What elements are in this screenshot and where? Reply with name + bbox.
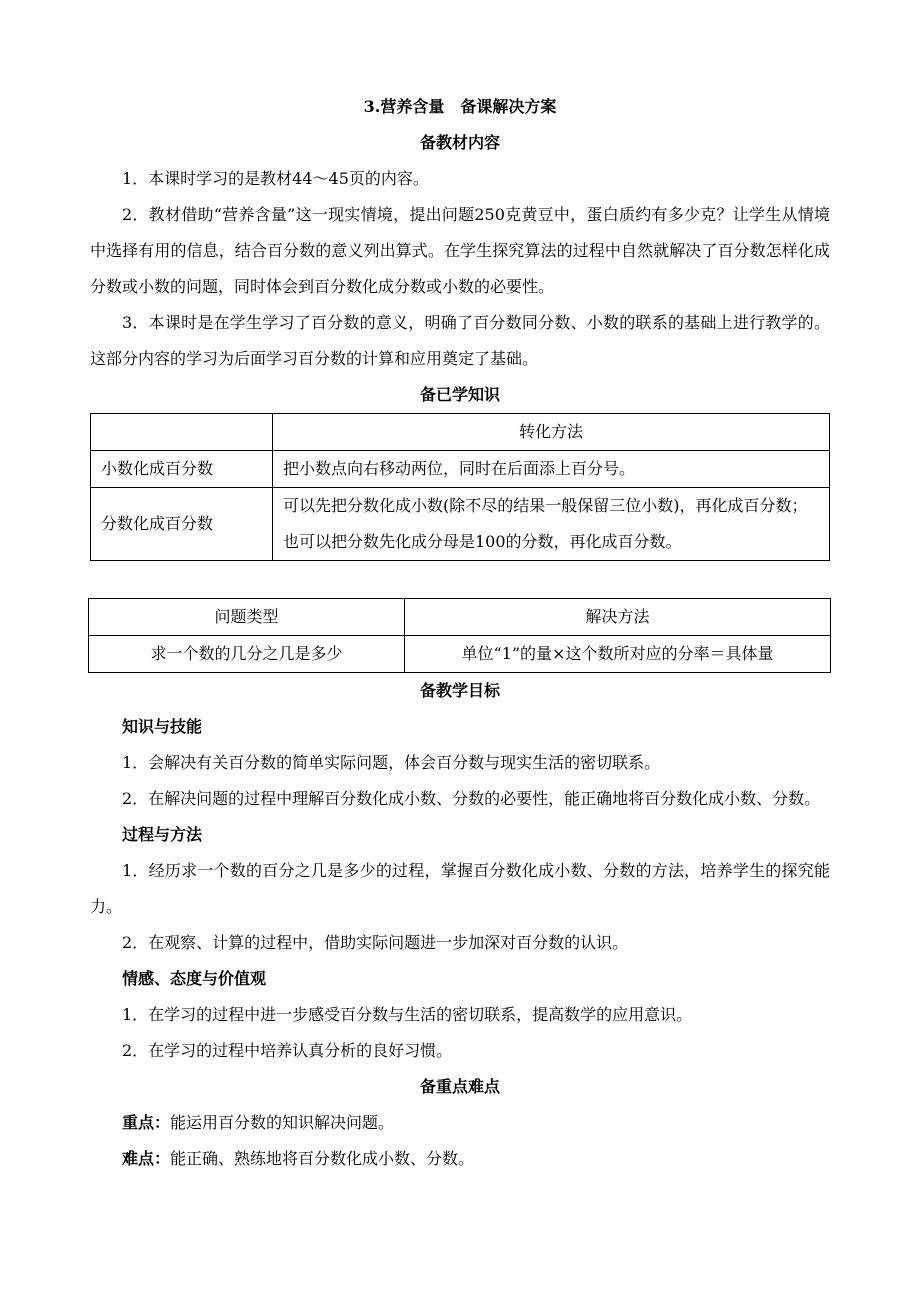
list-item: 1．经历求一个数的百分之几是多少的过程，掌握百分数化成小数、分数的方法，培养学生的探究能力。: [90, 861, 830, 916]
table-cell: 分数化成百分数: [91, 488, 273, 561]
table-cell: 求一个数的几分之几是多少: [89, 636, 405, 673]
list-item: 2．在观察、计算的过程中，借助实际问题进一步加深对百分数的认识。: [122, 933, 629, 952]
difficulty-label: 难点：: [122, 1149, 171, 1168]
paragraph: 2．教材借助“营养含量”这一现实情境，提出问题250克黄豆中，蛋白质约有多少克？让学生从情境中选择有用的信息，结合百分数的意义列出算式。在学生探究算法的过程中自然就解决了百分数怎样化成分数或小数的问题，同时体会到百分数化成分数或小数的必要性。: [90, 205, 830, 296]
subheading: 过程与方法: [122, 825, 203, 844]
key-point-text: 能运用百分数的知识解决问题。: [170, 1113, 395, 1132]
table-cell: 可以先把分数化成小数(除不尽的结果一般保留三位小数)，再化成百分数；也可以把分数先化成分母是100的分数，再化成百分数。: [273, 488, 830, 561]
key-point: [90, 1105, 830, 1141]
conversion-table: [90, 413, 830, 561]
table-header-cell: [91, 414, 273, 451]
table-header-row: [89, 599, 831, 636]
subheading: 知识与技能: [122, 717, 203, 736]
table-cell: 把小数点向右移动两位，同时在后面添上百分号。: [273, 451, 830, 488]
paragraph: 3．本课时是在学生学习了百分数的意义，明确了百分数同分数、小数的联系的基础上进行教学的。这部分内容的学习为后面学习百分数的计算和应用奠定了基础。: [90, 313, 830, 368]
table-cell: 单位“1”的量×这个数所对应的分率＝具体量: [405, 636, 831, 673]
table-header-cell: 解决方法: [405, 599, 831, 636]
difficulty-text: 能正确、熟练地将百分数化成小数、分数。: [170, 1149, 475, 1168]
section-heading-key-points: 备重点难点: [419, 1077, 500, 1096]
table-header-cell: 转化方法: [273, 414, 830, 451]
key-point-label: 重点：: [122, 1113, 171, 1132]
list-item: 2．在解决问题的过程中理解百分数化成小数、分数的必要性，能正确地将百分数化成小数、分数。: [122, 789, 821, 808]
section-heading-materials: 备教材内容: [419, 133, 500, 152]
table-row: [89, 636, 831, 673]
table-cell: 小数化成百分数: [91, 451, 273, 488]
list-item: 1．在学习的过程中进一步感受百分数与生活的密切联系，提高数学的应用意识。: [122, 1005, 693, 1024]
problem-type-table: [88, 598, 831, 673]
list-item: 1．会解决有关百分数的简单实际问题，体会百分数与现实生活的密切联系。: [122, 753, 661, 772]
subheading: 情感、态度与价值观: [122, 969, 267, 988]
table-header-row: [91, 414, 830, 451]
difficulty-point: [90, 1141, 830, 1177]
section-heading-objectives: 备教学目标: [419, 681, 500, 700]
section-heading-prior-knowledge: 备已学知识: [419, 385, 500, 404]
paragraph: 1．本课时学习的是教材44～45页的内容。: [122, 169, 429, 188]
table-header-cell: 问题类型: [89, 599, 405, 636]
list-item: 2．在学习的过程中培养认真分析的良好习惯。: [122, 1041, 453, 1060]
document-title: 3.营养含量 备课解决方案: [363, 97, 557, 116]
table-row: [91, 451, 830, 488]
table-row: [91, 488, 830, 561]
